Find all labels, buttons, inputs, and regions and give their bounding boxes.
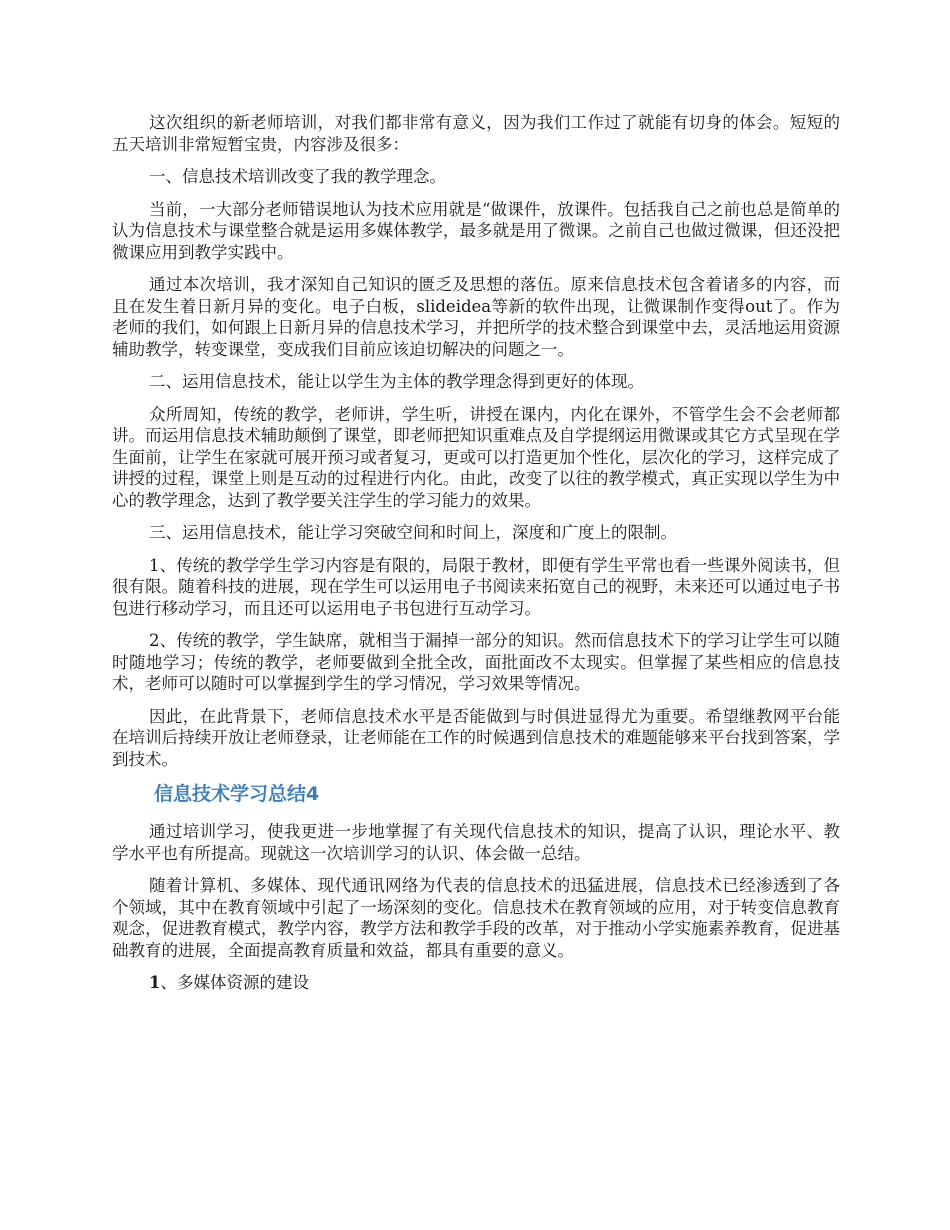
section-title-2: 二、运用信息技术，能让以学生为主体的教学理念得到更好的体现。 — [149, 372, 644, 391]
paragraph: 当前，一大部分老师错误地认为技术应用就是“做课件，放课件。包括我自己之前也总是简单的认为信息技术与课堂整合就是运用多媒体教学，最多就是用了微课。之前自己也做过微课，但还没把微课应用到教学实践中。 — [112, 199, 840, 262]
section-heading: 信息技术学习总结4 — [154, 783, 320, 805]
section-title-1: 一、信息技术培训改变了我的教学理念。 — [149, 167, 446, 186]
paragraph: 1、传统的教学学生学习内容是有限的，局限于教材，即便有学生平常也看一些课外阅读书，但很有限。随着科技的进展，现在学生可以运用电子书阅读来拓宽自己的视野，未来还可以通过电子书包进行移动学习，而且还可以运用电子书包进行互动学习。 — [112, 555, 840, 618]
section-title-3: 三、运用信息技术，能让学习突破空间和时间上，深度和广度上的限制。 — [149, 523, 677, 542]
paragraph: 因此，在此背景下，老师信息技术水平是否能做到与时俱进显得尤为重要。希望继教网平台能在培训后持续开放让老师登录，让老师能在工作的时候遇到信息技术的难题能够来平台找到答案，学到技术。 — [112, 706, 840, 769]
paragraph: 2、传统的教学，学生缺席，就相当于漏掉一部分的知识。然而信息技术下的学习让学生可以随时随地学习；传统的教学，老师要做到全批全改，面批面改不太现实。但掌握了某些相应的信息技术，老师可以随时可以掌握到学生的学习情况，学习效果等情况。 — [112, 631, 840, 693]
item-text: 、多媒体资源的建设 — [160, 973, 309, 992]
document-body — [112, 112, 840, 1005]
paragraph: 这次组织的新老师培训，对我们都非常有意义，因为我们工作过了就能有切身的体会。短短的五天培训非常短暂宝贵，内容涉及很多： — [112, 113, 840, 154]
paragraph: 随着计算机、多媒体、现代通讯网络为代表的信息技术的迅猛进展，信息技术已经渗透到了各个领域，其中在教育领域中引起了一场深刻的变化。信息技术在教育领域的应用，对于转变信息教育观念，促进教育模式，教学内容，教学方法和教学手段的改革，对于推动小学实施素养教育，促进基础教育的进展，全面提高教育质量和效益，都具有重要的意义。 — [112, 876, 840, 960]
paragraph: 通过培训学习，使我更进一步地掌握了有关现代信息技术的知识，提高了认识，理论水平、教学水平也有所提高。现就这一次培训学习的认识、体会做一总结。 — [112, 822, 840, 863]
numbered-item — [112, 972, 840, 994]
item-number: 1 — [149, 973, 161, 992]
paragraph: 通过本次培训，我才深知自己知识的匮乏及思想的落伍。原来信息技术包含着诸多的内容，而且在发生着日新月异的变化。电子白板，slideidea等新的软件出现，让微课制作变得out了。作为老师的我们，如何跟上日新月异的信息技术学习，并把所学的技术整合到课堂中去，灵活地运用资源辅助教学，转变课堂，变成我们目前应该迫切解决的问题之一。 — [112, 275, 840, 359]
paragraph: 众所周知，传统的教学，老师讲，学生听，讲授在课内，内化在课外，不管学生会不会老师都讲。而运用信息技术辅助颠倒了课堂，即老师把知识重难点及自学提纲运用微课或其它方式呈现在学生面前，让学生在家就可展开预习或者复习，更或可以打造更加个性化，层次化的学习，这样完成了讲授的过程，课堂上则是互动的过程进行内化。由此，改变了以往的教学模式，真正实现以学生为中心的教学理念，达到了教学要关注学生的学习能力的效果。 — [112, 404, 840, 510]
